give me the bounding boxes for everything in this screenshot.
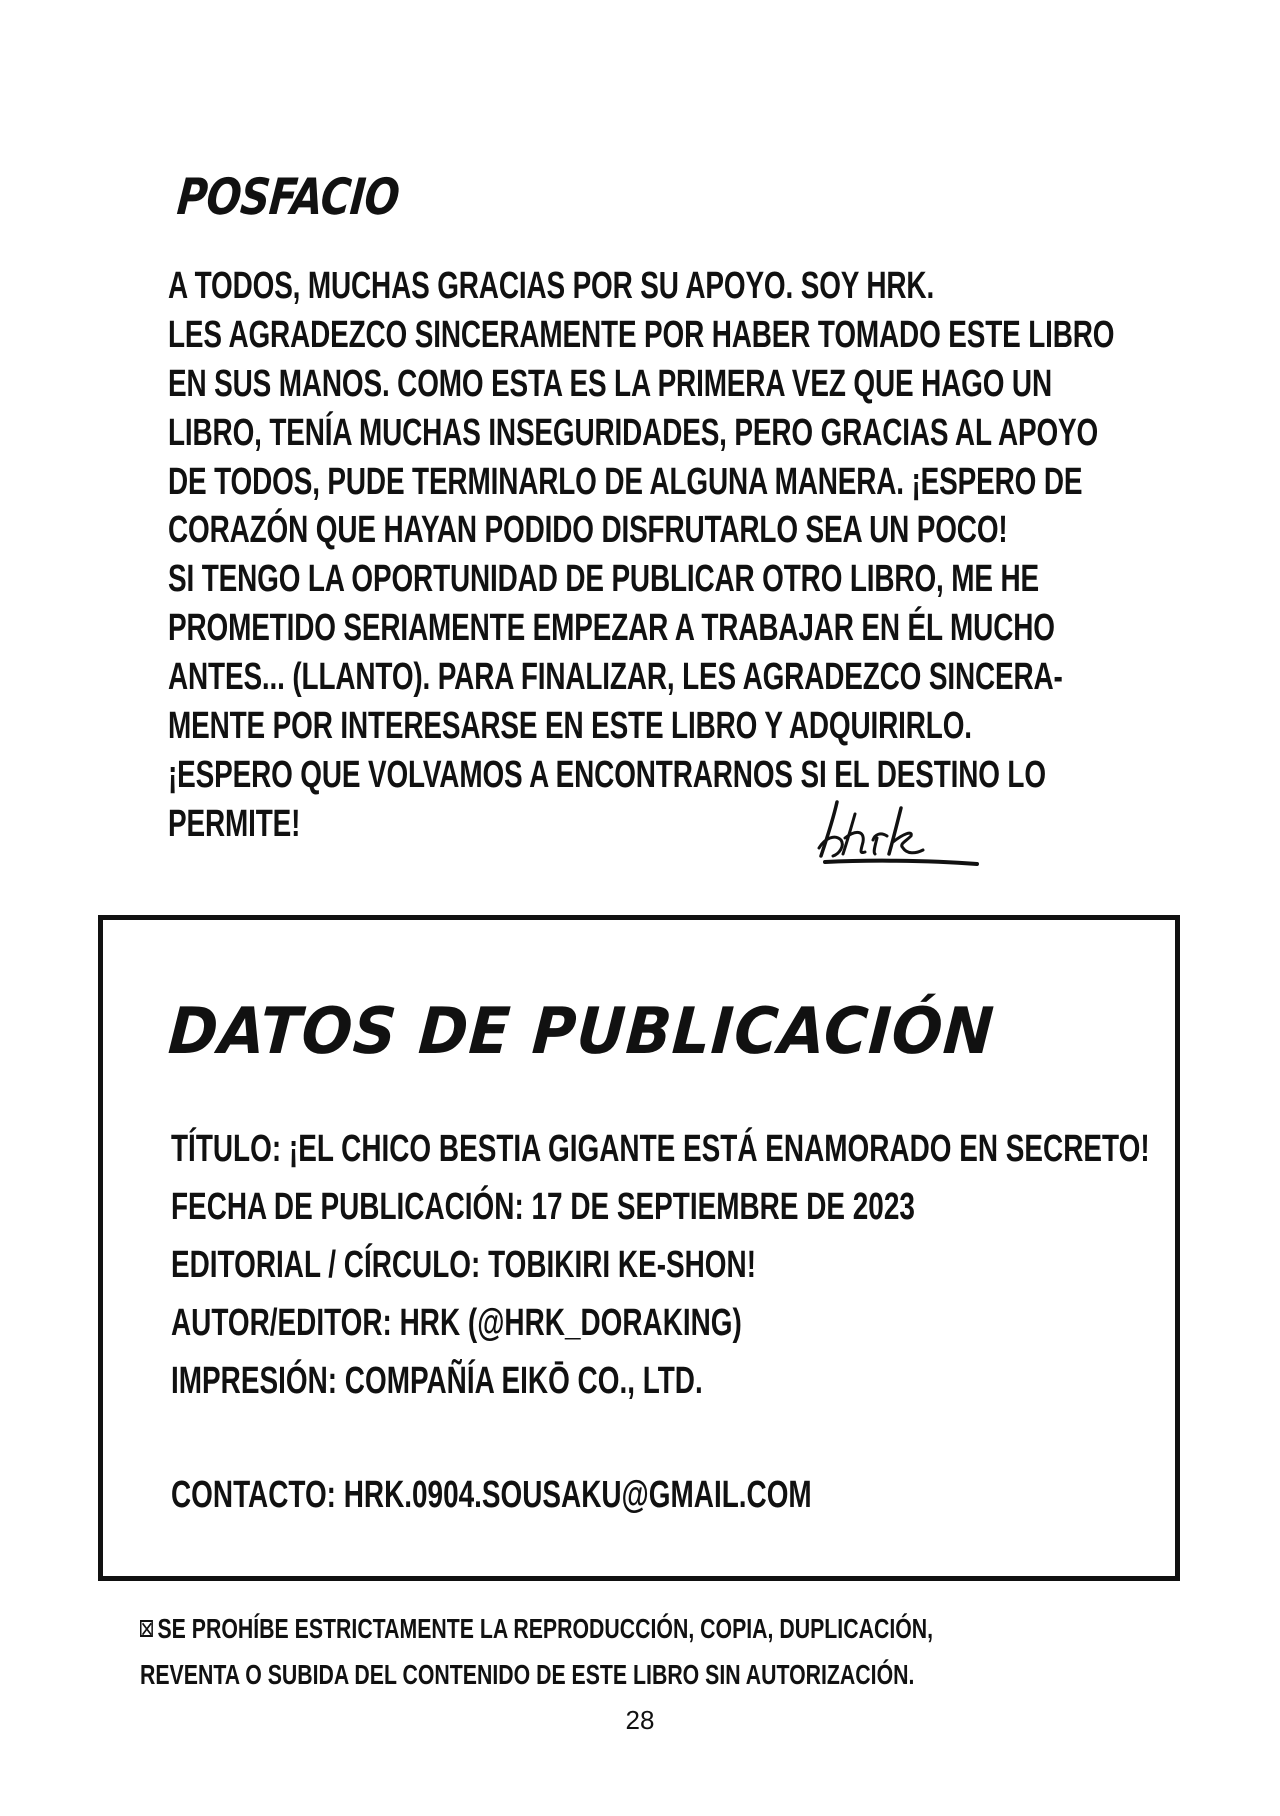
publication-line: AUTOR/EDITOR: HRK (@HRK_DORAKING) [171, 1302, 742, 1344]
publication-line: TÍTULO: ¡EL CHICO BESTIA GIGANTE ESTÁ ENAMORADO EN SECRETO! [171, 1128, 1150, 1170]
notice-text: SE PROHÍBE ESTRICTAMENTE LA REPRODUCCIÓN, COPIA, DUPLICACIÓN, [157, 1613, 934, 1644]
afterword-body [168, 262, 1280, 849]
afterword-line: A TODOS, MUCHAS GRACIAS POR SU APOYO. SOY HRK. [168, 265, 935, 307]
notice-mark-icon [140, 1620, 153, 1637]
publication-line: FECHA DE PUBLICACIÓN: 17 DE SEPTIEMBRE DE 2023 [171, 1186, 915, 1228]
afterword-line: MENTE POR INTERESARSE EN ESTE LIBRO Y ADQUIRIRLO. [168, 705, 972, 748]
copyright-notice [140, 1606, 1184, 1698]
publication-title: DATOS DE PUBLICACIÓN [166, 995, 997, 1069]
author-signature [815, 790, 985, 870]
notice-line-1 [140, 1606, 933, 1652]
afterword-line: PERMITE! [168, 802, 301, 845]
publication-line: IMPRESIÓN: COMPAÑÍA EIKŌ CO., LTD. [171, 1360, 703, 1402]
afterword-line: SI TENGO LA OPORTUNIDAD DE PUBLICAR OTRO LIBRO, ME HE [168, 558, 1039, 601]
publication-line: EDITORIAL / CÍRCULO: TOBIKIRI KE-SHON! [171, 1244, 756, 1286]
afterword-line: ¡ESPERO QUE VOLVAMOS A ENCONTRARNOS SI EL DESTINO LO [168, 753, 1046, 796]
notice-line-2: REVENTA O SUBIDA DEL CONTENIDO DE ESTE LIBRO SIN AUTORIZACIÓN. [140, 1659, 915, 1690]
afterword-line: PROMETIDO SERIAMENTE EMPEZAR A TRABAJAR EN ÉL MUCHO [168, 607, 1055, 650]
publication-contact: CONTACTO: HRK.0904.SOUSAKU@GMAIL.COM [171, 1474, 812, 1516]
afterword-line: EN SUS MANOS. COMO ESTA ES LA PRIMERA VEZ QUE HAGO UN [168, 362, 1052, 405]
publication-data-box [98, 915, 1180, 1581]
afterword-title: POSFACIO [175, 168, 402, 226]
page-number: 28 [625, 1705, 655, 1735]
afterword-line: DE TODOS, PUDE TERMINARLO DE ALGUNA MANERA. ¡ESPERO DE [168, 460, 1083, 503]
afterword-line: LIBRO, TENÍA MUCHAS INSEGURIDADES, PERO GRACIAS AL APOYO [168, 411, 1099, 454]
afterword-line: LES AGRADEZCO SINCERAMENTE POR HABER TOMADO ESTE LIBRO [168, 313, 1115, 356]
afterword-line: ANTES... (LLANTO). PARA FINALIZAR, LES AGRADEZCO SINCERA- [168, 656, 1063, 699]
afterword-line: CORAZÓN QUE HAYAN PODIDO DISFRUTARLO SEA UN POCO! [168, 509, 1008, 552]
